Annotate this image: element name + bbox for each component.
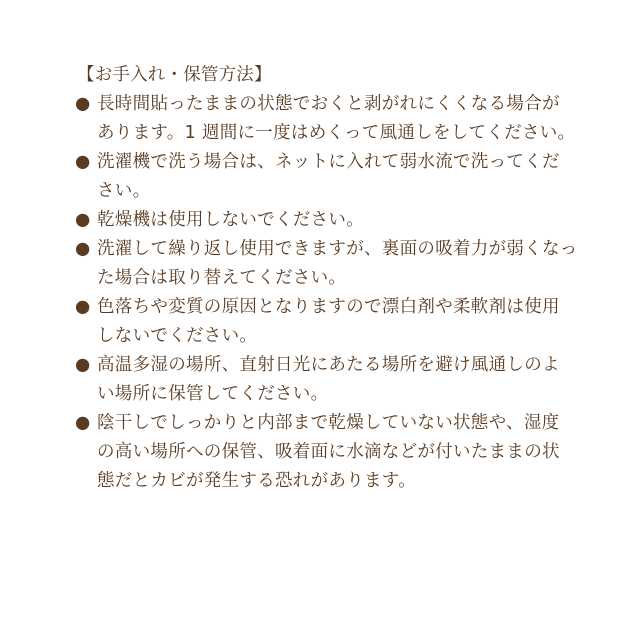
bullet-icon: ● <box>75 355 91 375</box>
item-line: 陰干しでしっかりと内部まで乾燥していない状態や、湿度 <box>97 413 560 433</box>
item-line: い場所に保管してください。 <box>97 384 329 404</box>
bullet-icon: ● <box>75 152 91 172</box>
list-item <box>77 409 607 496</box>
item-line: 高温多湿の場所、直射日光にあたる場所を避け風通しのよ <box>97 355 560 375</box>
item-line: 洗濯して繰り返し使用できますが、裏面の吸着力が弱くなっ <box>97 239 578 259</box>
bullet-icon: ● <box>75 210 91 230</box>
section-title: 【お手入れ・保管方法】 <box>77 65 272 85</box>
item-line: た場合は取り替えてください。 <box>97 268 347 288</box>
list-item <box>77 293 607 351</box>
care-list <box>77 90 607 496</box>
bullet-icon: ● <box>75 297 91 317</box>
list-item <box>77 90 607 148</box>
item-line: 乾燥機は使用しないでください。 <box>97 210 364 230</box>
item-line: の高い場所への保管、吸着面に水滴などが付いたままの状 <box>97 442 560 462</box>
list-item <box>77 206 607 235</box>
item-line: さい。 <box>97 181 151 201</box>
item-line: あります。1 週間に一度はめくって風通しをしてください。 <box>97 123 576 143</box>
list-item <box>77 351 607 409</box>
item-line: 色落ちや変質の原因となりますので漂白剤や柔軟剤は使用 <box>97 297 560 317</box>
bullet-icon: ● <box>75 239 91 259</box>
list-item <box>77 235 607 293</box>
list-item <box>77 148 607 206</box>
care-instructions <box>77 61 607 496</box>
bullet-icon: ● <box>75 413 91 433</box>
item-line: 態だとカビが発生する恐れがあります。 <box>97 471 416 491</box>
item-line: 洗濯機で洗う場合は、ネットに入れて弱水流で洗ってくだ <box>97 152 560 172</box>
item-line: 長時間貼ったままの状態でおくと剥がれにくくなる場合が <box>97 94 560 114</box>
item-line: しないでください。 <box>97 326 258 346</box>
bullet-icon: ● <box>75 94 91 114</box>
